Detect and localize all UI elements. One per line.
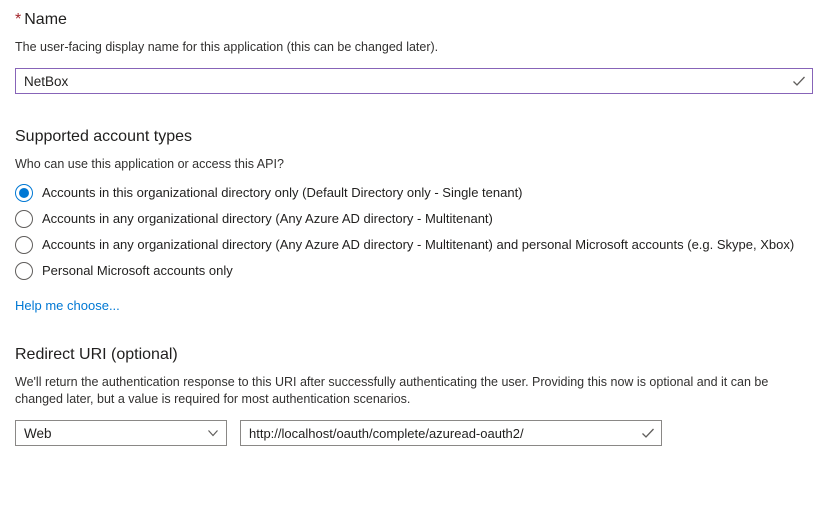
chevron-down-icon [200,427,226,439]
help-me-choose-link[interactable]: Help me choose... [15,298,120,313]
spacer-2 [15,313,814,345]
spacer-1 [15,94,814,127]
platform-select-value: Web [24,425,52,441]
checkmark-icon [786,74,812,88]
name-label-text: Name [24,11,67,28]
redirect-uri-row [15,420,814,446]
radio-button-indicator[interactable] [15,236,33,254]
redirect-uri-input-wrapper[interactable] [240,420,662,446]
radio-button-indicator[interactable] [15,184,33,202]
radio-label: Personal Microsoft accounts only [42,263,233,278]
checkmark-icon [635,426,661,440]
platform-select[interactable] [15,420,227,446]
redirect-uri-section [15,345,814,446]
name-section-title [15,10,814,30]
redirect-uri-title: Redirect URI (optional) [15,346,178,363]
account-types-radio-group[interactable] [15,184,814,280]
account-types-title: Supported account types [15,128,193,145]
radio-button-indicator[interactable] [15,210,33,228]
supported-account-types-section [15,127,814,313]
required-asterisk: * [15,11,22,28]
name-helper-text: The user-facing display name for this application (this can be changed later). [15,40,439,54]
radio-single-tenant[interactable] [15,184,814,202]
radio-button-indicator[interactable] [15,262,33,280]
radio-personal-only[interactable] [15,262,814,280]
name-input-wrapper[interactable] [15,68,813,94]
radio-multitenant-and-personal[interactable] [15,236,814,254]
radio-label: Accounts in this organizational directory only (Default Directory only - Single tenant) [42,185,523,200]
redirect-uri-helper-text: We'll return the authentication response to this URI after successfully authenticating the user. Providing this now is optional and it can be changed later, but a value is required for most authentication scenarios. [15,375,769,406]
redirect-uri-input[interactable] [241,421,635,445]
radio-label: Accounts in any organizational directory (Any Azure AD directory - Multitenant) and personal Microsoft accounts (e.g. Skype, Xbox) [42,237,795,252]
radio-label: Accounts in any organizational directory (Any Azure AD directory - Multitenant) [42,211,493,226]
name-section [15,10,814,94]
account-types-helper-text: Who can use this application or access this API? [15,157,284,171]
name-input[interactable] [16,69,786,93]
radio-multitenant[interactable] [15,210,814,228]
